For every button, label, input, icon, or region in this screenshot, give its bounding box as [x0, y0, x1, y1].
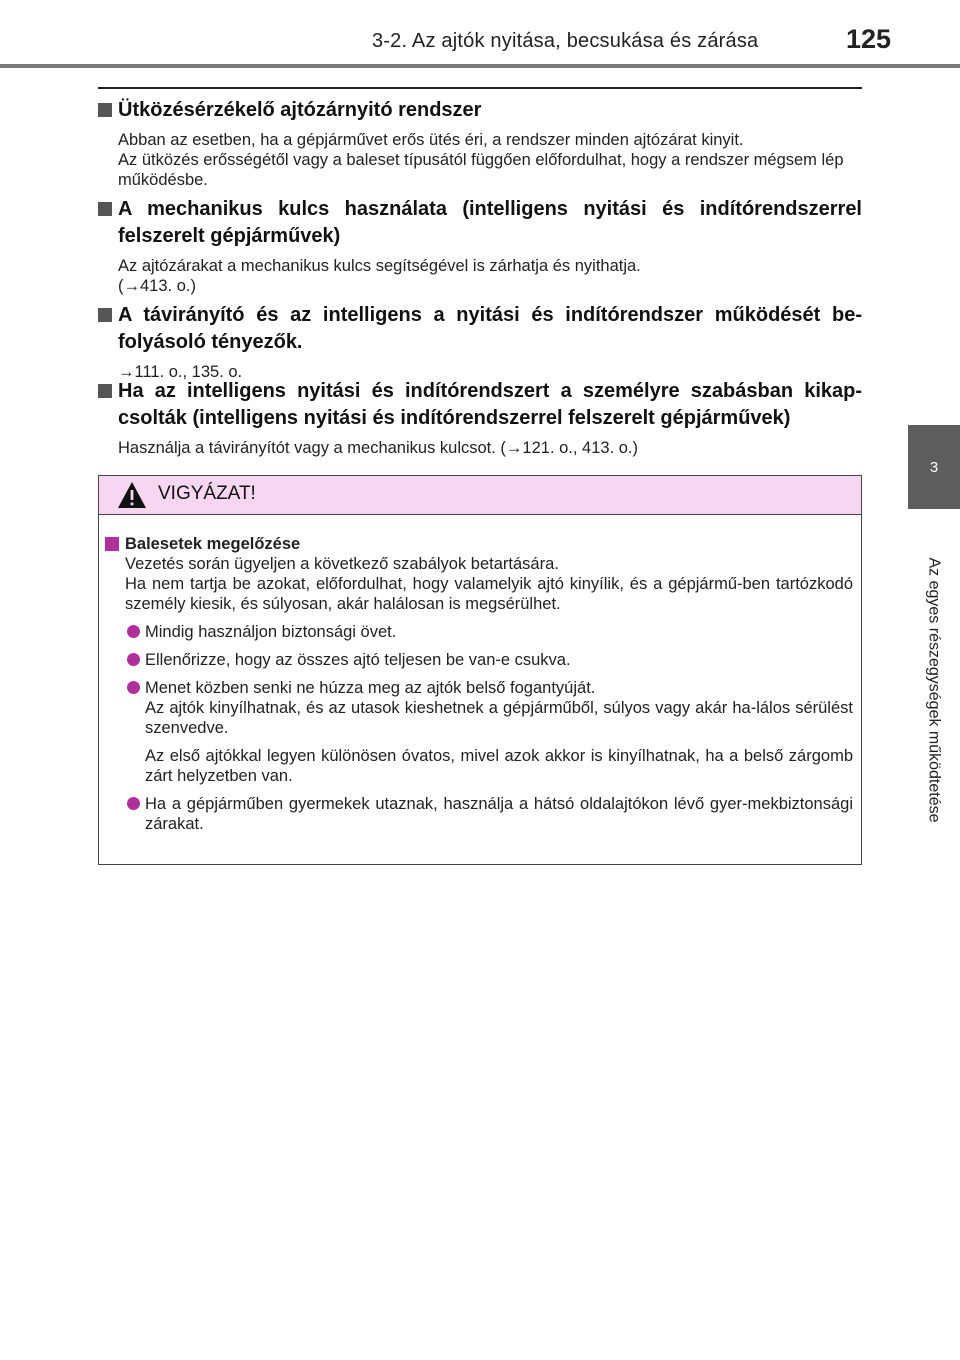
square-bullet-icon: [98, 308, 112, 322]
section-influencing-factors: [98, 302, 862, 382]
warning-triangle-icon: [117, 481, 147, 509]
square-bullet-icon: [98, 384, 112, 398]
round-bullet-icon: [127, 625, 140, 638]
warning-bullet: Ellenőrizze, hogy az összes ajtó teljesen be van-e csukva.: [105, 650, 853, 670]
warning-bullet: Mindig használjon biztonsági övet.: [105, 622, 853, 642]
warning-subheading: Balesetek megelőzése: [105, 534, 853, 554]
section-heading: A mechanikus kulcs használata (intelligens nyitási és indítórendszerrel felszerelt gépjárművek): [98, 196, 862, 250]
content-rule: [98, 87, 862, 89]
section-body: Használja a távirányítót vagy a mechanikus kulcsot. (→121. o., 413. o.): [118, 439, 639, 457]
warning-bullet: Ha a gépjárműben gyermekek utaznak, használja a hátsó oldalajtókon lévő gyer-mekbiztonsági zárakat.: [105, 794, 853, 834]
chapter-number: 3: [929, 458, 939, 476]
chapter-title: Az egyes részegységek működtetése: [926, 557, 943, 823]
square-bullet-icon: [105, 537, 119, 551]
running-header: 3-2. Az ajtók nyitása, becsukása és zárása: [372, 30, 759, 52]
section-body: →111. o., 135. o.: [118, 363, 243, 381]
round-bullet-icon: [127, 653, 140, 666]
warning-bullet: Menet közben senki ne húzza meg az ajtók belső fogantyúját. Az ajtók kinyílhatnak, és az utasok kieshetnek a gépjárműből, súlyos vagy akár ha-lálos sérülést szenvedve. Az első ajtókkal legyen különösen óvatos, mivel azok akkor is kinyílhatnak, ha a belső zárgomb zárt helyzetben van.: [105, 678, 853, 786]
round-bullet-icon: [127, 797, 140, 810]
warning-body: [105, 534, 853, 834]
warning-box: [98, 475, 862, 865]
warning-title: VIGYÁZAT!: [158, 483, 256, 504]
chapter-tab: [908, 425, 960, 509]
section-body: Abban az esetben, ha a gépjárművet erős ütés éri, a rendszer minden ajtózárat kinyit. Az ütközés erősségétől vagy a baleset típusától függően előfordulhat, hogy a rendszer mégsem lép működésbe.: [118, 131, 844, 189]
section-mechanical-key: [98, 196, 862, 296]
section-body: Az ajtózárakat a mechanikus kulcs segítségével is zárhatja és nyithatja. (→413. o.): [118, 257, 641, 295]
section-heading: A távirányító és az intelligens a nyitási és indítórendszer működését be-folyásoló tényezők.: [98, 302, 862, 356]
section-customization-disabled: [98, 378, 862, 458]
warning-header: [99, 476, 861, 515]
square-bullet-icon: [98, 103, 112, 117]
section-heading: Ha az intelligens nyitási és indítórendszert a személyre szabásban kikap-csolták (intelligens nyitási és indítórendszerrel felszerelt gépjárművek): [98, 378, 862, 432]
warning-intro: Vezetés során ügyeljen a következő szabályok betartására. Ha nem tartja be azokat, előfordulhat, hogy valamelyik ajtó kinyílik, és a gépjármű-ben tartózkodó személy kiesik, és súlyosan, akár halálosan is megsérülhet.: [125, 555, 853, 613]
section-heading: Ütközésérzékelő ajtózárnyitó rendszer: [98, 97, 862, 124]
chapter-title-vertical: [908, 509, 960, 871]
page-number: 125: [846, 24, 892, 54]
square-bullet-icon: [98, 202, 112, 216]
section-collision-unlock: [98, 97, 862, 190]
header-rule: [0, 64, 960, 68]
round-bullet-icon: [127, 681, 140, 694]
